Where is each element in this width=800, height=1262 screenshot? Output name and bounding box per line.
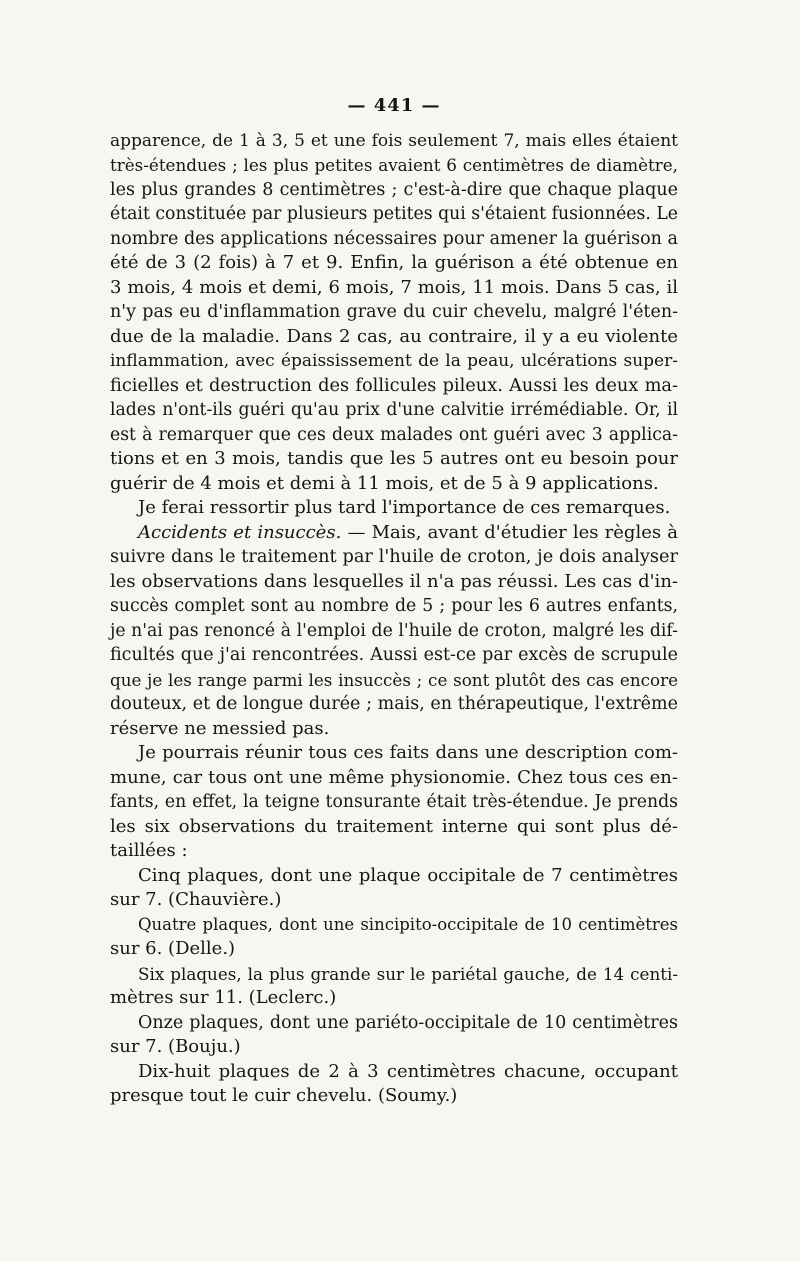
- text-line: réserve ne messied pas.: [110, 717, 330, 739]
- text-line: ficultés que j'ai rencontrées. Aussi est-ce par excès de scrupule: [110, 645, 678, 665]
- text-line: succès complet sont au nombre de 5 ; pour les 6 autres enfants,: [110, 596, 678, 616]
- text-line: les observations dans lesquelles il n'a pas réussi. Les cas d'in-: [110, 570, 678, 592]
- text-line: lades n'ont-ils guéri qu'au prix d'une calvitie irrémédiable. Or, il: [110, 400, 678, 420]
- text-line: était constituée par plusieurs petites qui s'étaient fusionnées. Le: [110, 204, 678, 224]
- text-line: sur 7. (Bouju.): [110, 1036, 241, 1057]
- text-line: fants, en effet, la teigne tonsurante était très-étendue. Je prends: [110, 792, 678, 812]
- text-line: 3 mois, 4 mois et demi, 6 mois, 7 mois, 11 mois. Dans 5 cas, il: [110, 276, 678, 298]
- text-line: sur 7. (Chauvière.): [110, 889, 282, 910]
- text-line: Onze plaques, dont une pariéto-occipitale de 10 centimètres: [138, 1012, 678, 1033]
- text-line: inflammation, avec épaississement de la peau, ulcérations super-: [110, 351, 678, 371]
- text-line: nombre des applications nécessaires pour amener la guérison a: [110, 228, 678, 249]
- text-line: tions et en 3 mois, tandis que les 5 autres ont eu besoin pour: [110, 448, 678, 469]
- case-1: [110, 864, 678, 913]
- text-line: due de la maladie. Dans 2 cas, au contraire, il y a eu violente: [110, 325, 678, 347]
- text-line: apparence, de 1 à 3, 5 et une fois seulement 7, mais elles étaient: [110, 130, 678, 151]
- case-4: [110, 1011, 678, 1060]
- text-line: Six plaques, la plus grande sur le pariétal gauche, de 14 centi-: [138, 963, 678, 984]
- text-line: mune, car tous ont une même physionomie. Chez tous ces en-: [110, 766, 678, 788]
- text-line: Je pourrais réunir tous ces faits dans une description com-: [138, 742, 678, 763]
- case-5: [110, 1060, 678, 1109]
- text-line: mètres sur 11. (Leclerc.): [110, 987, 337, 1008]
- text-line: presque tout le cuir chevelu. (Soumy.): [110, 1085, 458, 1106]
- text-line: taillées :: [110, 840, 188, 861]
- text-line: Cinq plaques, dont une plaque occipitale de 7 centimètres: [138, 864, 678, 886]
- text-line: guérir de 4 mois et demi à 11 mois, et de 5 à 9 applications.: [110, 472, 659, 494]
- text-line: les six observations du traitement interne qui sont plus dé-: [110, 815, 678, 837]
- text-line: je n'ai pas renoncé à l'emploi de l'huile de croton, malgré les dif-: [110, 620, 678, 641]
- paragraph-3: [110, 521, 678, 742]
- text-line: été de 3 (2 fois) à 7 et 9. Enfin, la guérison a été obtenue en: [110, 252, 678, 273]
- text-line: douteux, et de longue durée ; mais, en thérapeutique, l'extrême: [110, 694, 678, 714]
- text-line: est à remarquer que ces deux malades ont guéri avec 3 applica-: [110, 424, 678, 445]
- page-number: — 441 —: [347, 95, 441, 116]
- paragraph-1: [110, 129, 678, 497]
- text-line: n'y pas eu d'inflammation grave du cuir chevelu, malgré l'éten-: [110, 302, 678, 322]
- text-line: Quatre plaques, dont une sincipito-occipitale de 10 centimètres: [138, 914, 678, 934]
- text-line: Je ferai ressortir plus tard l'importance de ces remarques.: [138, 497, 671, 518]
- text-line: très-étendues ; les plus petites avaient 6 centimètres de diamètre,: [110, 155, 678, 175]
- text-line: suivre dans le traitement par l'huile de croton, je dois analyser: [110, 547, 678, 567]
- case-2: [110, 913, 678, 962]
- text-line: les plus grandes 8 centimètres ; c'est-à-dire que chaque plaque: [110, 179, 678, 200]
- paragraph-2: [110, 496, 678, 521]
- case-3: [110, 962, 678, 1011]
- section-heading: Accidents et insuccès.: [138, 521, 342, 543]
- book-page: [110, 94, 678, 1109]
- text-line: ficielles et destruction des follicules pileux. Aussi les deux ma-: [110, 375, 678, 396]
- text-line: que je les range parmi les insuccès ; ce sont plutôt des cas encore: [110, 669, 678, 690]
- text-line: Dix-huit plaques de 2 à 3 centimètres chacune, occupant: [138, 1060, 678, 1082]
- paragraph-4: [110, 741, 678, 864]
- text-line-first: [110, 521, 678, 546]
- text-line: sur 6. (Delle.): [110, 938, 236, 959]
- text-fragment: — Mais, avant d'étudier les règles à: [341, 521, 678, 543]
